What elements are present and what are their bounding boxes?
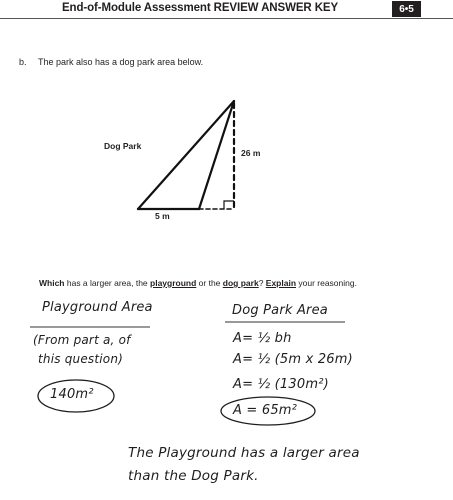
dogpark-product: A= ½ (130m²) — [233, 377, 329, 392]
right-angle-marker — [224, 201, 234, 209]
question-part: ? — [258, 278, 266, 288]
comparison-question — [39, 278, 357, 288]
figure-title: Dog Park — [104, 141, 142, 151]
height-label: 26 m — [241, 148, 261, 158]
dogpark-formula: A= ½ bh — [233, 331, 292, 346]
playground-note-line1: (From part a, of — [33, 333, 131, 347]
base-label: 5 m — [155, 211, 170, 221]
dogpark-substitution: A= ½ (5m x 26m) — [233, 352, 353, 367]
question-text: The park also has a dog park area below. — [38, 57, 204, 67]
playground-answer: 140m² — [50, 387, 94, 402]
question-part: has a larger area, the — [64, 278, 151, 288]
question-word-playground: playground — [150, 278, 197, 288]
conclusion-line2: than the Dog Park. — [128, 468, 259, 484]
playground-note-line2: this question) — [38, 352, 124, 366]
conclusion-line1: The Playground has a larger area — [128, 445, 360, 461]
question-part: or the — [196, 278, 223, 288]
question-word-dog-park: dog park — [222, 278, 259, 288]
module-badge: 6•5 — [392, 1, 421, 17]
question-word-explain: Explain — [265, 278, 297, 288]
question-part: your reasoning. — [296, 278, 357, 288]
triangle-right-side — [199, 101, 234, 209]
triangle-left-side — [138, 101, 234, 209]
question-label: b. — [19, 57, 27, 67]
dogpark-heading: Dog Park Area — [232, 303, 328, 318]
playground-heading: Playground Area — [42, 300, 153, 315]
page-title: End-of-Module Assessment REVIEW ANSWER KEY — [61, 2, 339, 14]
question-word-which: Which — [39, 278, 65, 288]
dogpark-answer: A = 65m² — [233, 403, 298, 418]
